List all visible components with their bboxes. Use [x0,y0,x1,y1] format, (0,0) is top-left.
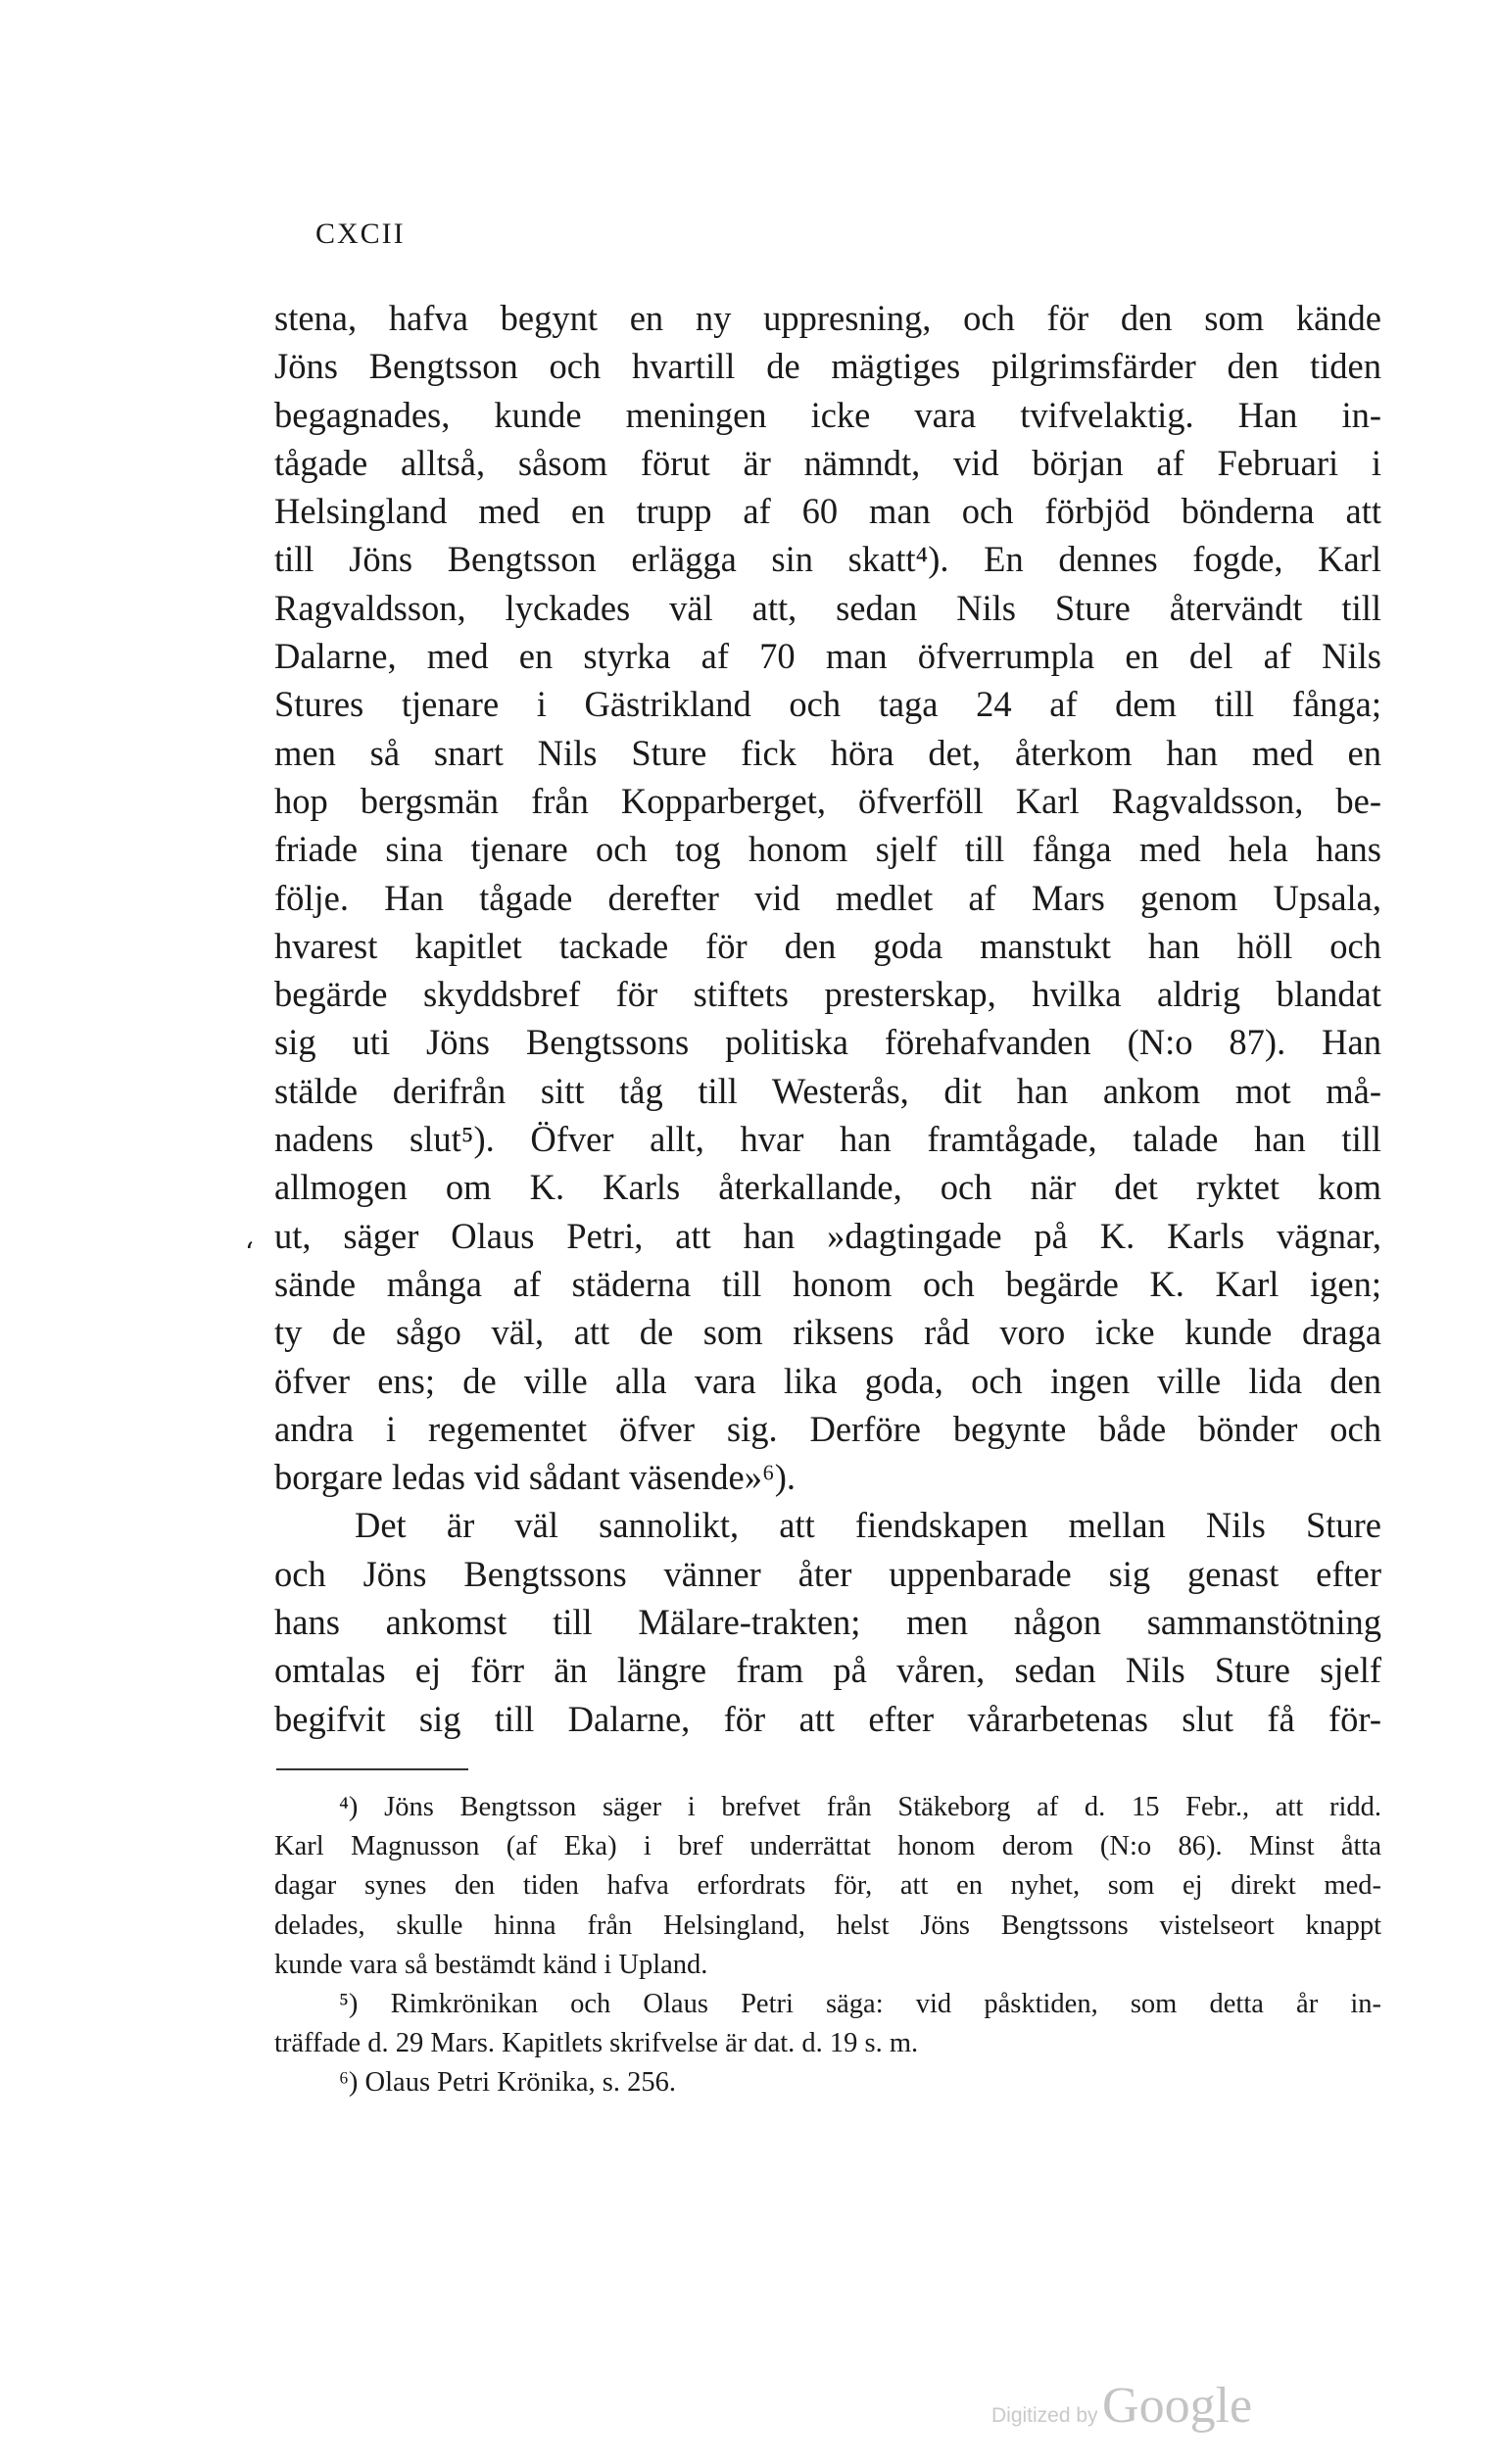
body-line: Jöns Bengtsson och hvartill de mägtiges pilgrimsfärder den tiden [274,346,1381,387]
body-line: följe. Han tågade derefter vid medlet af Mars genom Upsala, [274,877,1381,918]
body-line: borgare ledas vid sådant väsende»⁶). [274,1457,796,1498]
body-line: friade sina tjenare och tog honom sjelf till fånga med hela hans [274,829,1381,870]
body-line: Ragvaldsson, lyckades väl att, sedan Nils Sture återvändt till [274,587,1381,628]
body-line: stena, hafva begynt en ny uppresning, och för den som kände [274,298,1381,338]
body-line: till Jöns Bengtsson erlägga sin skatt⁴). En dennes fogde, Karl [274,539,1381,580]
body-line: tågade alltså, såsom förut är nämndt, vid början af Februari i [274,442,1381,483]
body-text [274,294,1381,1743]
body-line: hop bergsmän från Kopparberget, öfverföll Karl Ragvaldsson, be- [274,780,1381,821]
footnotes [274,1788,1381,2103]
body-line: begifvit sig till Dalarne, för att efter vårarbetenas slut få för- [274,1698,1381,1739]
body-line: Det är väl sannolikt, att fiendskapen mellan Nils Sture [355,1505,1381,1546]
page-number: CXCII [315,217,406,250]
digitized-watermark [991,2377,1252,2435]
body-line: öfver ens; de ville alla vara lika goda, och ingen ville lida den [274,1360,1381,1401]
body-line: omtalas ej förr än längre fram på våren, sedan Nils Sture sjelf [274,1650,1381,1691]
body-line: andra i regementet öfver sig. Derföre begynte både bönder och [274,1408,1381,1449]
body-line: begagnades, kunde meningen icke vara tvifvelaktig. Han in- [274,394,1381,435]
google-logo: Google [1102,2378,1253,2434]
footnote-line: Karl Magnusson (af Eka) i bref underrättat honom derom (N:o 86). Minst åtta [274,1831,1381,1862]
body-line: men så snart Nils Sture fick höra det, återkom han med en [274,732,1381,773]
footnote-line: kunde vara så bestämdt känd i Upland. [274,1949,708,1980]
footnote-line: ⁶) Olaus Petri Krönika, s. 256. [339,2067,676,2099]
body-line: sig uti Jöns Bengtssons politiska förehafvanden (N:o 87). Han [274,1022,1381,1063]
body-line: begärde skyddsbref för stiftets presterskap, hvilka aldrig blandat [274,974,1381,1015]
footnote-line: ⁵) Rimkrönikan och Olaus Petri säga: vid påsktiden, som detta år in- [339,1988,1381,2019]
footnote-rule [276,1768,468,1770]
body-line: hvarest kapitlet tackade för den goda manstukt han höll och [274,925,1381,966]
footnote-line: dagar synes den tiden hafva erfordrats för, att en nyhet, som ej direkt med- [274,1870,1381,1902]
body-line: Dalarne, med en styrka af 70 man öfverrumpla en del af Nils [274,636,1381,677]
body-line: nadens slut⁵). Öfver allt, hvar han framtågade, talade han till [274,1119,1381,1160]
body-line: och Jöns Bengtssons vänner åter uppenbarade sig genast efter [274,1553,1381,1594]
body-line: Helsingland med en trupp af 60 man och förbjöd bönderna att [274,491,1381,532]
body-line: ut, säger Olaus Petri, att han »dagtingade på K. Karls vägnar, [274,1215,1381,1256]
footnote-line: ⁴) Jöns Bengtsson säger i brefvet från Stäkeborg af d. 15 Febr., att ridd. [339,1792,1381,1822]
body-line: hans ankomst till Mälare-trakten; men någon sammanstötning [274,1602,1381,1643]
footnote-line: delades, skulle hinna från Helsingland, helst Jöns Bengtssons vistelseort knappt [274,1909,1381,1941]
footnote-line: träffade d. 29 Mars. Kapitlets skrifvelse är dat. d. 19 s. m. [274,2028,919,2059]
body-line: ty de sågo väl, att de som riksens råd voro icke kunde draga [274,1312,1381,1353]
body-line: allmogen om K. Karls återkallande, och när det ryktet kom [274,1167,1381,1208]
body-line: stälde derifrån sitt tåg till Westerås, dit han ankom mot må- [274,1070,1381,1111]
watermark-prefix: Digitized by [991,2404,1098,2427]
margin-mark: ‘ [245,1236,254,1269]
body-line: Stures tjenare i Gästrikland och taga 24 af dem till fånga; [274,684,1381,725]
body-line: sände många af städerna till honom och begärde K. Karl igen; [274,1263,1381,1304]
